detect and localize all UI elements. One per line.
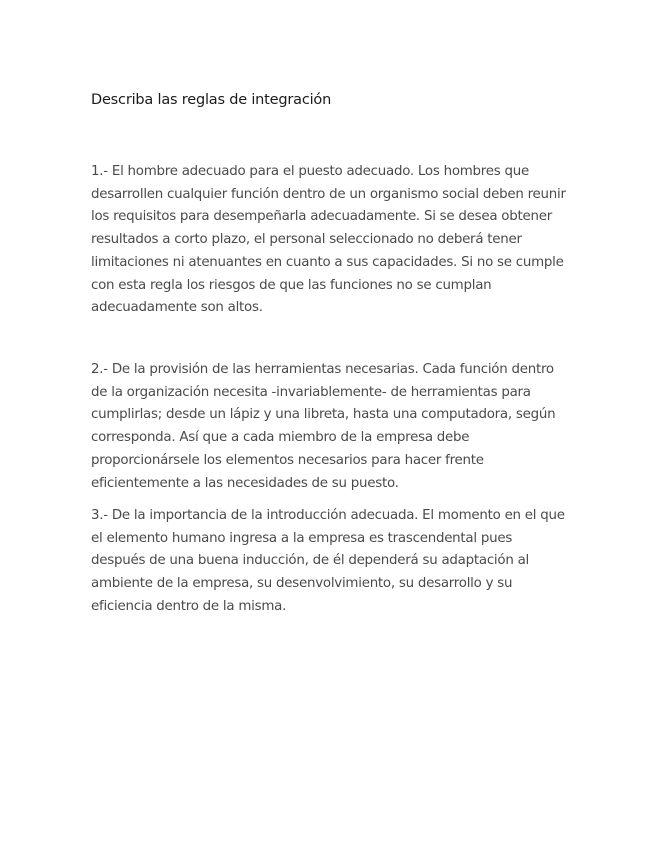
paragraph-rule-3: 3.- De la importancia de la introducción adecuada. El momento en el que el elemento humano ingresa a la empresa es trascendental pues después de una buena inducción, de él dependerá su adaptación al ambiente de la empresa, su desenvolvimiento, su desarrollo y su eficiencia dentro de la misma.: [91, 508, 565, 614]
document-title: Describa las reglas de integración: [91, 92, 332, 108]
paragraph-rule-2: 2.- De la provisión de las herramientas necesarias. Cada función dentro de la organización necesita -invariablemente- de herramientas para cumplirlas; desde un lápiz y una libreta, hasta una computadora, según corresponda. Así que a cada miembro de la empresa debe proporcionársele los elementos necesarios para hacer frente eficientemente a las necesidades de su puesto.: [91, 362, 556, 491]
paragraph-rule-1: 1.- El hombre adecuado para el puesto adecuado. Los hombres que desarrollen cualquier función dentro de un organismo social deben reunir los requisitos para desempeñarla adecuadamente. Si se desea obtener resultados a corto plazo, el personal seleccionado no deberá tener limitaciones ni atenuantes en cuanto a sus capacidades. Si no se cumple con esta regla los riesgos de que las funciones no se cumplan adecuadamente son altos.: [91, 164, 566, 316]
